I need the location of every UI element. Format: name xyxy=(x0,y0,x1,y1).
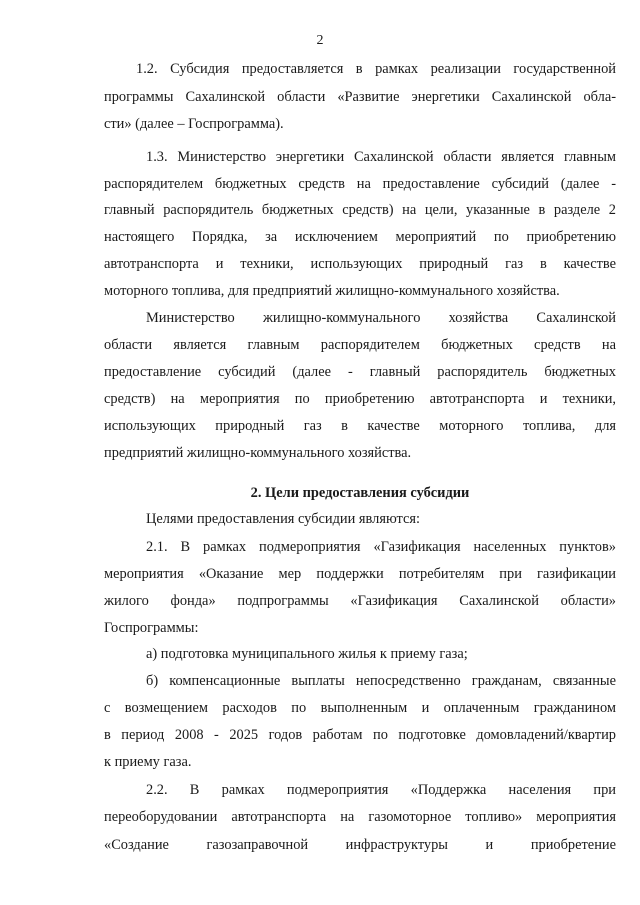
paragraph-line: моторного топлива, для предприятий жилищно-коммунального хозяйства. xyxy=(104,283,560,299)
paragraph-line: Госпрограммы: xyxy=(104,620,199,636)
page-number: 2 xyxy=(316,33,324,48)
paragraph-line: 2.2. В рамках подмероприятия «Поддержка населения при xyxy=(146,782,616,798)
paragraph-line: средств) на мероприятия по приобретению автотранспорта и техники, xyxy=(104,391,616,407)
paragraph-line: в период 2008 - 2025 годов работам по подготовке домовладений/квартир xyxy=(104,727,616,743)
paragraph-line: предприятий жилищно-коммунального хозяйства. xyxy=(104,445,412,461)
paragraph-line: настоящего Порядка, за исключением мероприятий по приобретению xyxy=(104,229,616,245)
paragraph-line: «Создание газозаправочной инфраструктуры и приобретение xyxy=(104,837,616,853)
paragraph-line: мероприятия «Оказание мер поддержки потребителям при газификации xyxy=(104,566,616,582)
paragraph-line: 2.1. В рамках подмероприятия «Газификация населенных пунктов» xyxy=(146,539,616,555)
paragraph-line: автотранспорта и техники, использующих природный газ в качестве xyxy=(104,256,616,272)
paragraph-line: жилого фонда» подпрограммы «Газификация Сахалинской области» xyxy=(104,593,616,609)
section-heading: 2. Цели предоставления субсидии xyxy=(250,485,470,501)
paragraph-line: главный распорядитель бюджетных средств) на цели, указанные в разделе 2 xyxy=(104,202,616,218)
paragraph-line: распорядителем бюджетных средств на предоставление субсидий (далее - xyxy=(104,176,616,192)
paragraph-line: к приему газа. xyxy=(104,754,192,770)
paragraph-line: б) компенсационные выплаты непосредственно гражданам, связанные xyxy=(146,673,616,689)
paragraph-line: 1.2. Субсидия предоставляется в рамках реализации государственной xyxy=(136,61,616,77)
paragraph-line: программы Сахалинской области «Развитие энергетики Сахалинской обла- xyxy=(104,89,616,105)
paragraph-line: Целями предоставления субсидии являются: xyxy=(146,511,420,527)
paragraph-line: с возмещением расходов по выполненным и оплаченным гражданином xyxy=(104,700,616,716)
paragraph-line: а) подготовка муниципального жилья к приему газа; xyxy=(146,646,468,662)
paragraph-line: 1.3. Министерство энергетики Сахалинской области является главным xyxy=(146,149,616,165)
paragraph-line: переоборудовании автотранспорта на газомоторное топливо» мероприятия xyxy=(104,809,616,825)
paragraph-line: использующих природный газ в качестве моторного топлива, для xyxy=(104,418,616,434)
paragraph-line: области является главным распорядителем бюджетных средств на xyxy=(104,337,616,353)
paragraph-line: сти» (далее – Госпрограмма). xyxy=(104,116,284,132)
paragraph-line: Министерство жилищно-коммунального хозяйства Сахалинской xyxy=(146,310,616,326)
paragraph-line: предоставление субсидий (далее - главный распорядитель бюджетных xyxy=(104,364,616,380)
